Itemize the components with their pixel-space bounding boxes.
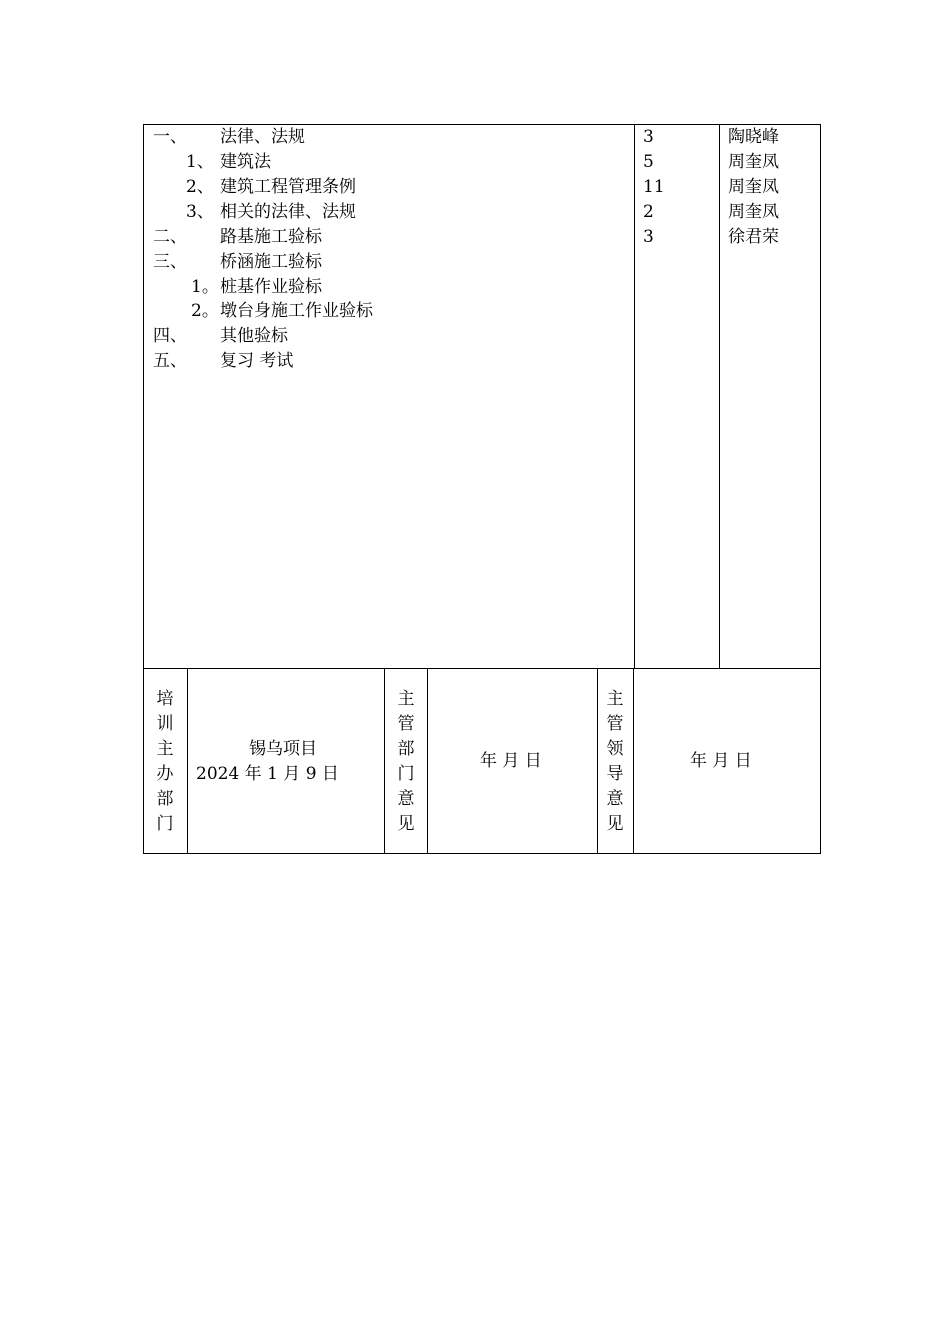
- item-text: 桩基作业验标: [220, 277, 322, 297]
- column-divider: [719, 124, 720, 669]
- hours-value: 11: [643, 177, 665, 197]
- item-number: 一、: [153, 127, 187, 147]
- hours-value: 2: [643, 202, 654, 222]
- teacher-name: 陶晓峰: [728, 127, 779, 147]
- item-number: 五、: [153, 351, 187, 371]
- teacher-name: 周奎凤: [728, 152, 779, 172]
- item-text: 路基施工验标: [220, 227, 322, 247]
- teacher-name: 周奎凤: [728, 177, 779, 197]
- item-text: 桥涵施工验标: [220, 252, 322, 272]
- column-divider: [597, 668, 598, 854]
- organizer-date: 2024 年 1 月 9 日: [196, 764, 339, 784]
- row-divider: [143, 668, 821, 669]
- item-number: 2、: [186, 177, 214, 197]
- item-text: 法律、法规: [220, 127, 305, 147]
- item-text: 墩台身施工作业验标: [220, 301, 373, 321]
- item-text: 复习 考试: [220, 351, 294, 371]
- item-text: 相关的法律、法规: [220, 202, 356, 222]
- item-number: 3、: [186, 202, 214, 222]
- organizer-name: 锡乌项目: [249, 739, 317, 759]
- item-number: 1、: [186, 152, 214, 172]
- teacher-name: 徐君荣: [728, 227, 779, 247]
- column-divider: [427, 668, 428, 854]
- hours-value: 5: [643, 152, 654, 172]
- dept-opinion-date: 年 月 日: [480, 751, 542, 771]
- item-number: 2。: [191, 301, 219, 321]
- dept-opinion-label: 主管部门意见: [397, 689, 415, 834]
- organizer-label: 培训主办部门: [156, 689, 174, 834]
- teacher-name: 周奎凤: [728, 202, 779, 222]
- item-number: 三、: [153, 252, 187, 272]
- item-number: 1。: [191, 277, 219, 297]
- item-text: 建筑法: [220, 152, 271, 172]
- hours-value: 3: [643, 127, 654, 147]
- column-divider: [633, 668, 634, 854]
- item-text: 建筑工程管理条例: [220, 177, 356, 197]
- item-number: 二、: [153, 227, 187, 247]
- item-text: 其他验标: [220, 326, 288, 346]
- column-divider: [187, 668, 188, 854]
- leader-opinion-label: 主管领导意见: [606, 689, 624, 834]
- leader-opinion-date: 年 月 日: [690, 751, 752, 771]
- column-divider: [634, 124, 635, 669]
- column-divider: [384, 668, 385, 854]
- hours-value: 3: [643, 227, 654, 247]
- item-number: 四、: [153, 326, 187, 346]
